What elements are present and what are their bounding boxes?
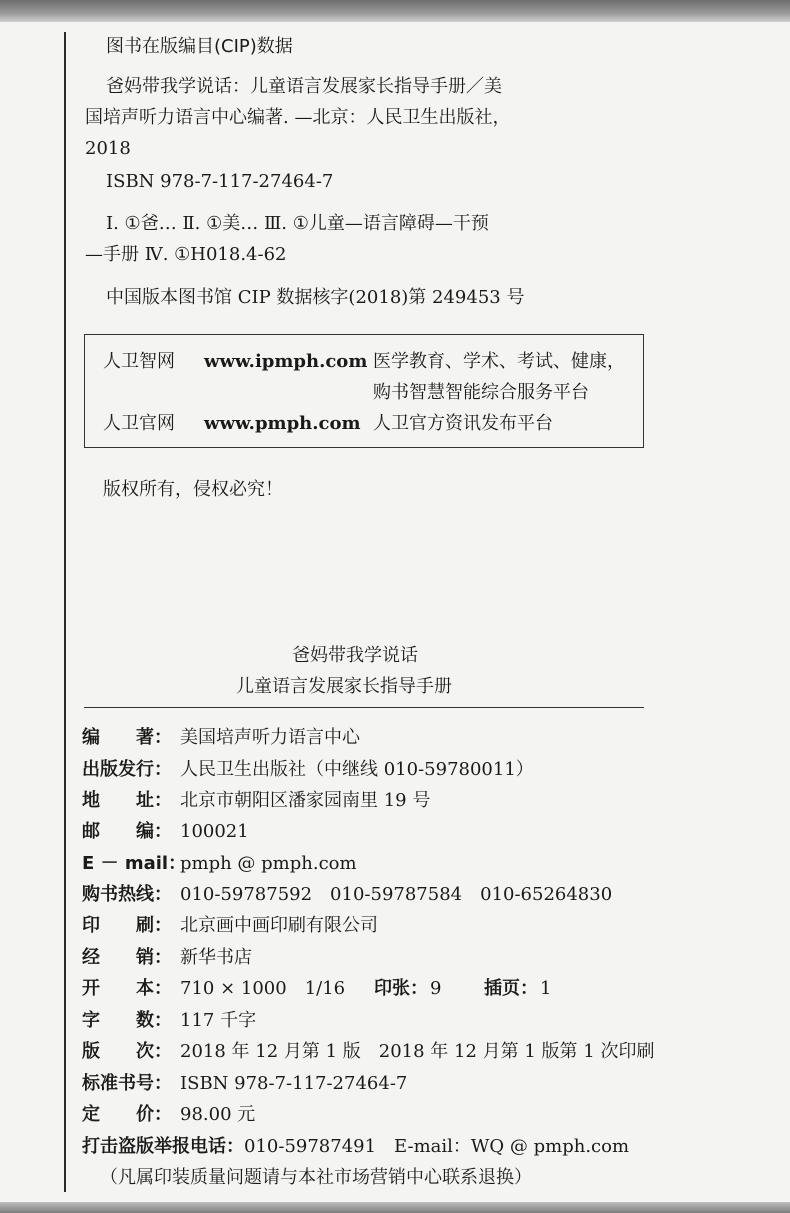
format-label: 开 本： [82,978,172,999]
author-value: 美国培声听力语言中心 [180,727,360,748]
postcode-row [82,821,249,843]
pmph-description: 人卫官方资讯发布平台 [373,413,553,434]
sheets-value: 9 [430,978,442,999]
edition-row [82,1041,654,1063]
ipmph-description-2: 购书智慧智能综合服务平台 [373,382,589,403]
page-edge-line [64,32,66,1192]
piracy-label: 打击盗版举报电话： [82,1136,244,1157]
address-value: 北京市朝阳区潘家园南里 19 号 [180,790,431,811]
ipmph-description-1: 医学教育、学术、考试、健康， [373,351,625,372]
divider-rule [84,707,644,708]
ipmph-url: www.ipmph.com [204,351,368,372]
words-row [82,1010,256,1032]
cip-classification-1: Ⅰ. ①爸… Ⅱ. ①美… Ⅲ. ①儿童—语言障碍—干预 [106,213,489,234]
distributor-value: 新华书店 [180,947,252,968]
cip-line-3: 2018 [85,138,131,159]
book-title: 爸妈带我学说话 [292,645,418,666]
postcode-value: 100021 [180,821,249,842]
cip-approval-number: 中国版本图书馆 CIP 数据核字(2018)第 249453 号 [106,287,525,308]
publisher-value: 人民卫生出版社（中继线 010-59780011） [180,759,534,780]
address-row [82,790,430,812]
hotline-value: 010-59787592 010-59787584 010-65264830 [180,884,613,905]
author-row [82,727,360,749]
top-shadow-band [0,0,790,22]
format-value: 710 × 1000 1/16 [180,978,346,999]
plates-value: 1 [540,978,552,999]
isbn-label: 标准书号： [82,1073,172,1094]
piracy-value: 010-59787491 E-mail：WQ @ pmph.com [244,1136,630,1157]
edition-value: 2018 年 12 月第 1 版 2018 年 12 月第 1 版第 1 次印刷 [180,1041,655,1062]
price-row [82,1104,255,1126]
email-value: pmph @ pmph.com [180,853,357,874]
cip-line-2: 国培声听力语言中心编著. —北京：人民卫生出版社， [85,107,511,128]
postcode-label: 邮 编： [82,821,172,842]
author-label: 编 著： [82,727,172,748]
email-label: E － mail： [82,853,187,874]
copyright-notice: 版权所有，侵权必究！ [103,479,283,500]
isbn-row [82,1073,407,1095]
cip-heading: 图书在版编目(CIP)数据 [106,36,293,57]
quality-note: （凡属印装质量问题请与本社市场营销中心联系退换） [100,1167,532,1188]
hotline-label: 购书热线： [82,884,172,905]
price-value: 98.00 元 [180,1104,256,1125]
distributor-label: 经 销： [82,947,172,968]
format-row [82,978,345,1000]
words-label: 字 数： [82,1010,172,1031]
distributor-row [82,947,252,969]
publisher-row [82,759,534,781]
sheets-label: 印张： [374,978,428,999]
hotline-row [82,884,612,906]
ipmph-name: 人卫智网 [103,351,175,372]
cip-line-1: 爸妈带我学说话：儿童语言发展家长指导手册／美 [106,76,502,97]
price-label: 定 价： [82,1104,172,1125]
printer-value: 北京画中画印刷有限公司 [180,915,378,936]
printer-row [82,915,378,937]
words-value: 117 千字 [180,1010,257,1031]
cip-classification-2: —手册 Ⅳ. ①H018.4-62 [85,244,287,265]
cip-isbn: ISBN 978-7-117-27464-7 [106,171,334,192]
plates-label: 插页： [484,978,538,999]
pmph-url: www.pmph.com [204,413,361,434]
bottom-shadow-band [0,1202,790,1213]
printer-label: 印 刷： [82,915,172,936]
email-row [82,853,357,875]
pmph-name: 人卫官网 [103,413,175,434]
piracy-row [82,1136,629,1158]
edition-label: 版 次： [82,1041,172,1062]
address-label: 地 址： [82,790,172,811]
isbn-value: ISBN 978-7-117-27464-7 [180,1073,408,1094]
book-subtitle: 儿童语言发展家长指导手册 [236,676,452,697]
publisher-label: 出版发行： [82,759,172,780]
